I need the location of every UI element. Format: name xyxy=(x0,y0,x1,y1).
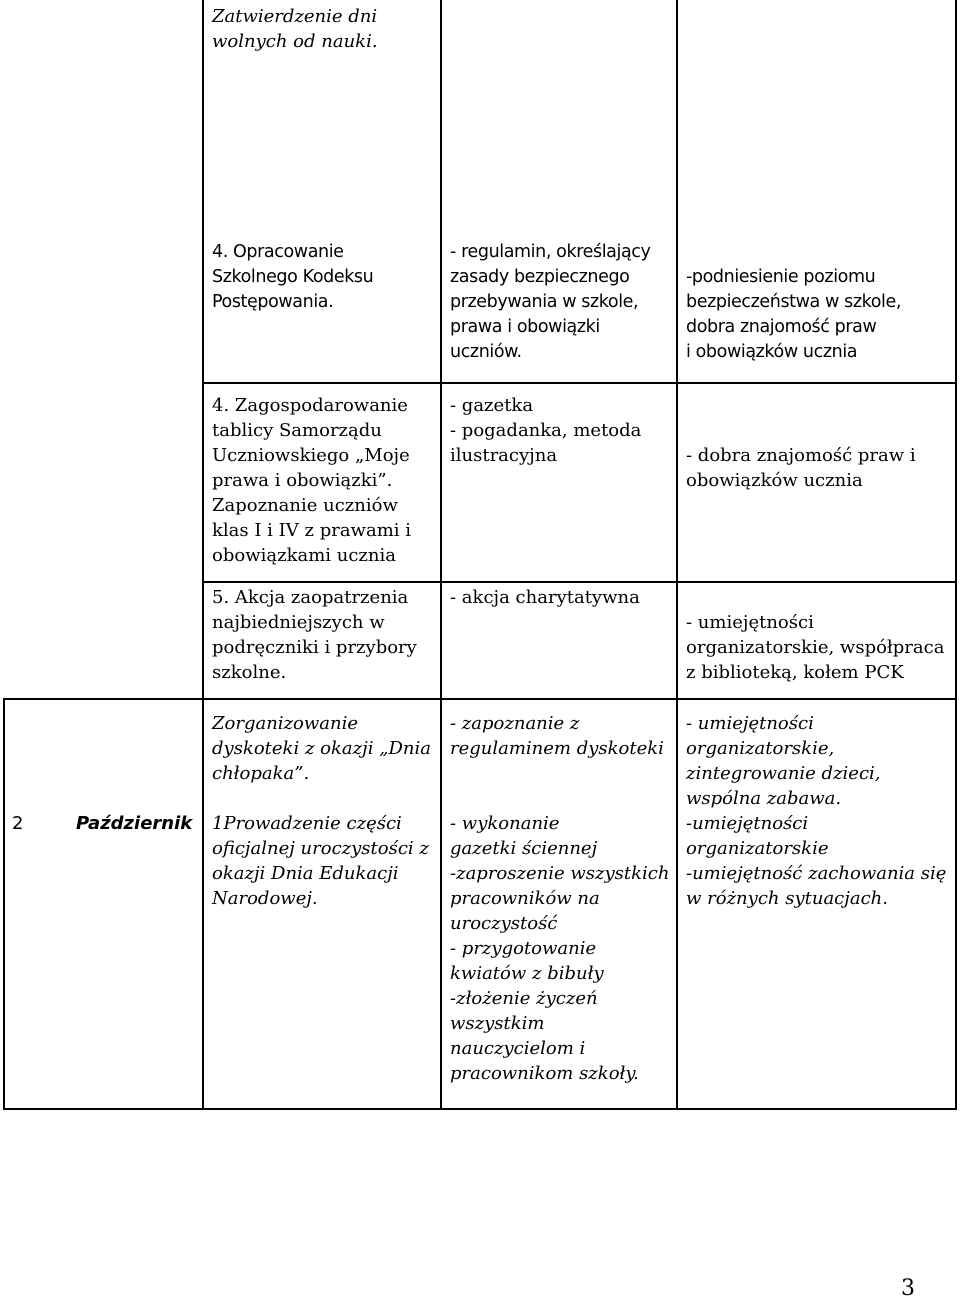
table-border-right xyxy=(955,0,957,1110)
activity-dyskoteka-text: Zorganizowanie dyskoteki z okazji „Dnia chłopaka”. xyxy=(212,713,432,784)
table-border-col4 xyxy=(676,0,678,1110)
method-kodeks-text: - regulamin, określający zasady bezpiecznego przebywania w szkole, prawa i obowiązki uczniów. xyxy=(450,242,651,362)
table-rule-bottom xyxy=(3,1108,957,1110)
method-tablica-text: - gazetka - pogadanka, metoda ilustracyjna xyxy=(450,395,642,466)
table-rule-2 xyxy=(202,581,957,583)
effect-den-text: -umiejętności organizatorskie -umiejętność zachowania się w różnych sytuacjach. xyxy=(686,813,947,909)
method-dyskoteka-text: - zapoznanie z regulaminem dyskoteki xyxy=(450,713,664,759)
activity-den-text: 1Prowadzenie części oficjalnej uroczystości z okazji Dnia Edukacji Narodowej. xyxy=(212,813,429,909)
table-border-col2 xyxy=(202,0,204,1110)
page-number: 3 xyxy=(901,1276,915,1301)
activity-kodeks-text: 4. Opracowanie Szkolnego Kodeksu Postępowania. xyxy=(212,242,374,312)
table-border-col3 xyxy=(440,0,442,1110)
method-akcja-text: - akcja charytatywna xyxy=(450,587,640,608)
row-number: 2 xyxy=(12,813,24,834)
month-label: Październik xyxy=(76,813,193,834)
effect-tablica-text: - dobra znajomość praw i obowiązków ucznia xyxy=(686,445,916,491)
table-border-left-outer xyxy=(3,700,5,1110)
effect-kodeks-text: -podniesienie poziomu bezpieczeństwa w szkole, dobra znajomość praw i obowiązków ucznia xyxy=(686,267,902,362)
effect-dyskoteka-text: - umiejętności organizatorskie, zintegrowanie dzieci, wspólna zabawa. xyxy=(686,713,881,809)
activity-zatwierdzenie-text: Zatwierdzenie dni wolnych od nauki. xyxy=(212,6,378,52)
table-rule-1 xyxy=(202,382,957,384)
effect-akcja-text: - umiejętności organizatorskie, współpraca z biblioteką, kołem PCK xyxy=(686,612,945,683)
method-den-text: - wykonanie gazetki ściennej -zaproszenie wszystkich pracowników na uroczystość - przygotowanie kwiatów z bibuły -złożenie życzeń wszystkim nauczycielom i pracownikom szkoły. xyxy=(450,813,670,1084)
table-rule-3 xyxy=(3,698,957,700)
activity-akcja-text: 5. Akcja zaopatrzenia najbiedniejszych w podręczniki i przybory szkolne. xyxy=(212,587,417,683)
activity-tablica-text: 4. Zagospodarowanie tablicy Samorządu Uczniowskiego „Moje prawa i obowiązki”. Zapoznanie uczniów klas I i IV z prawami i obowiązkami ucznia xyxy=(212,395,412,566)
